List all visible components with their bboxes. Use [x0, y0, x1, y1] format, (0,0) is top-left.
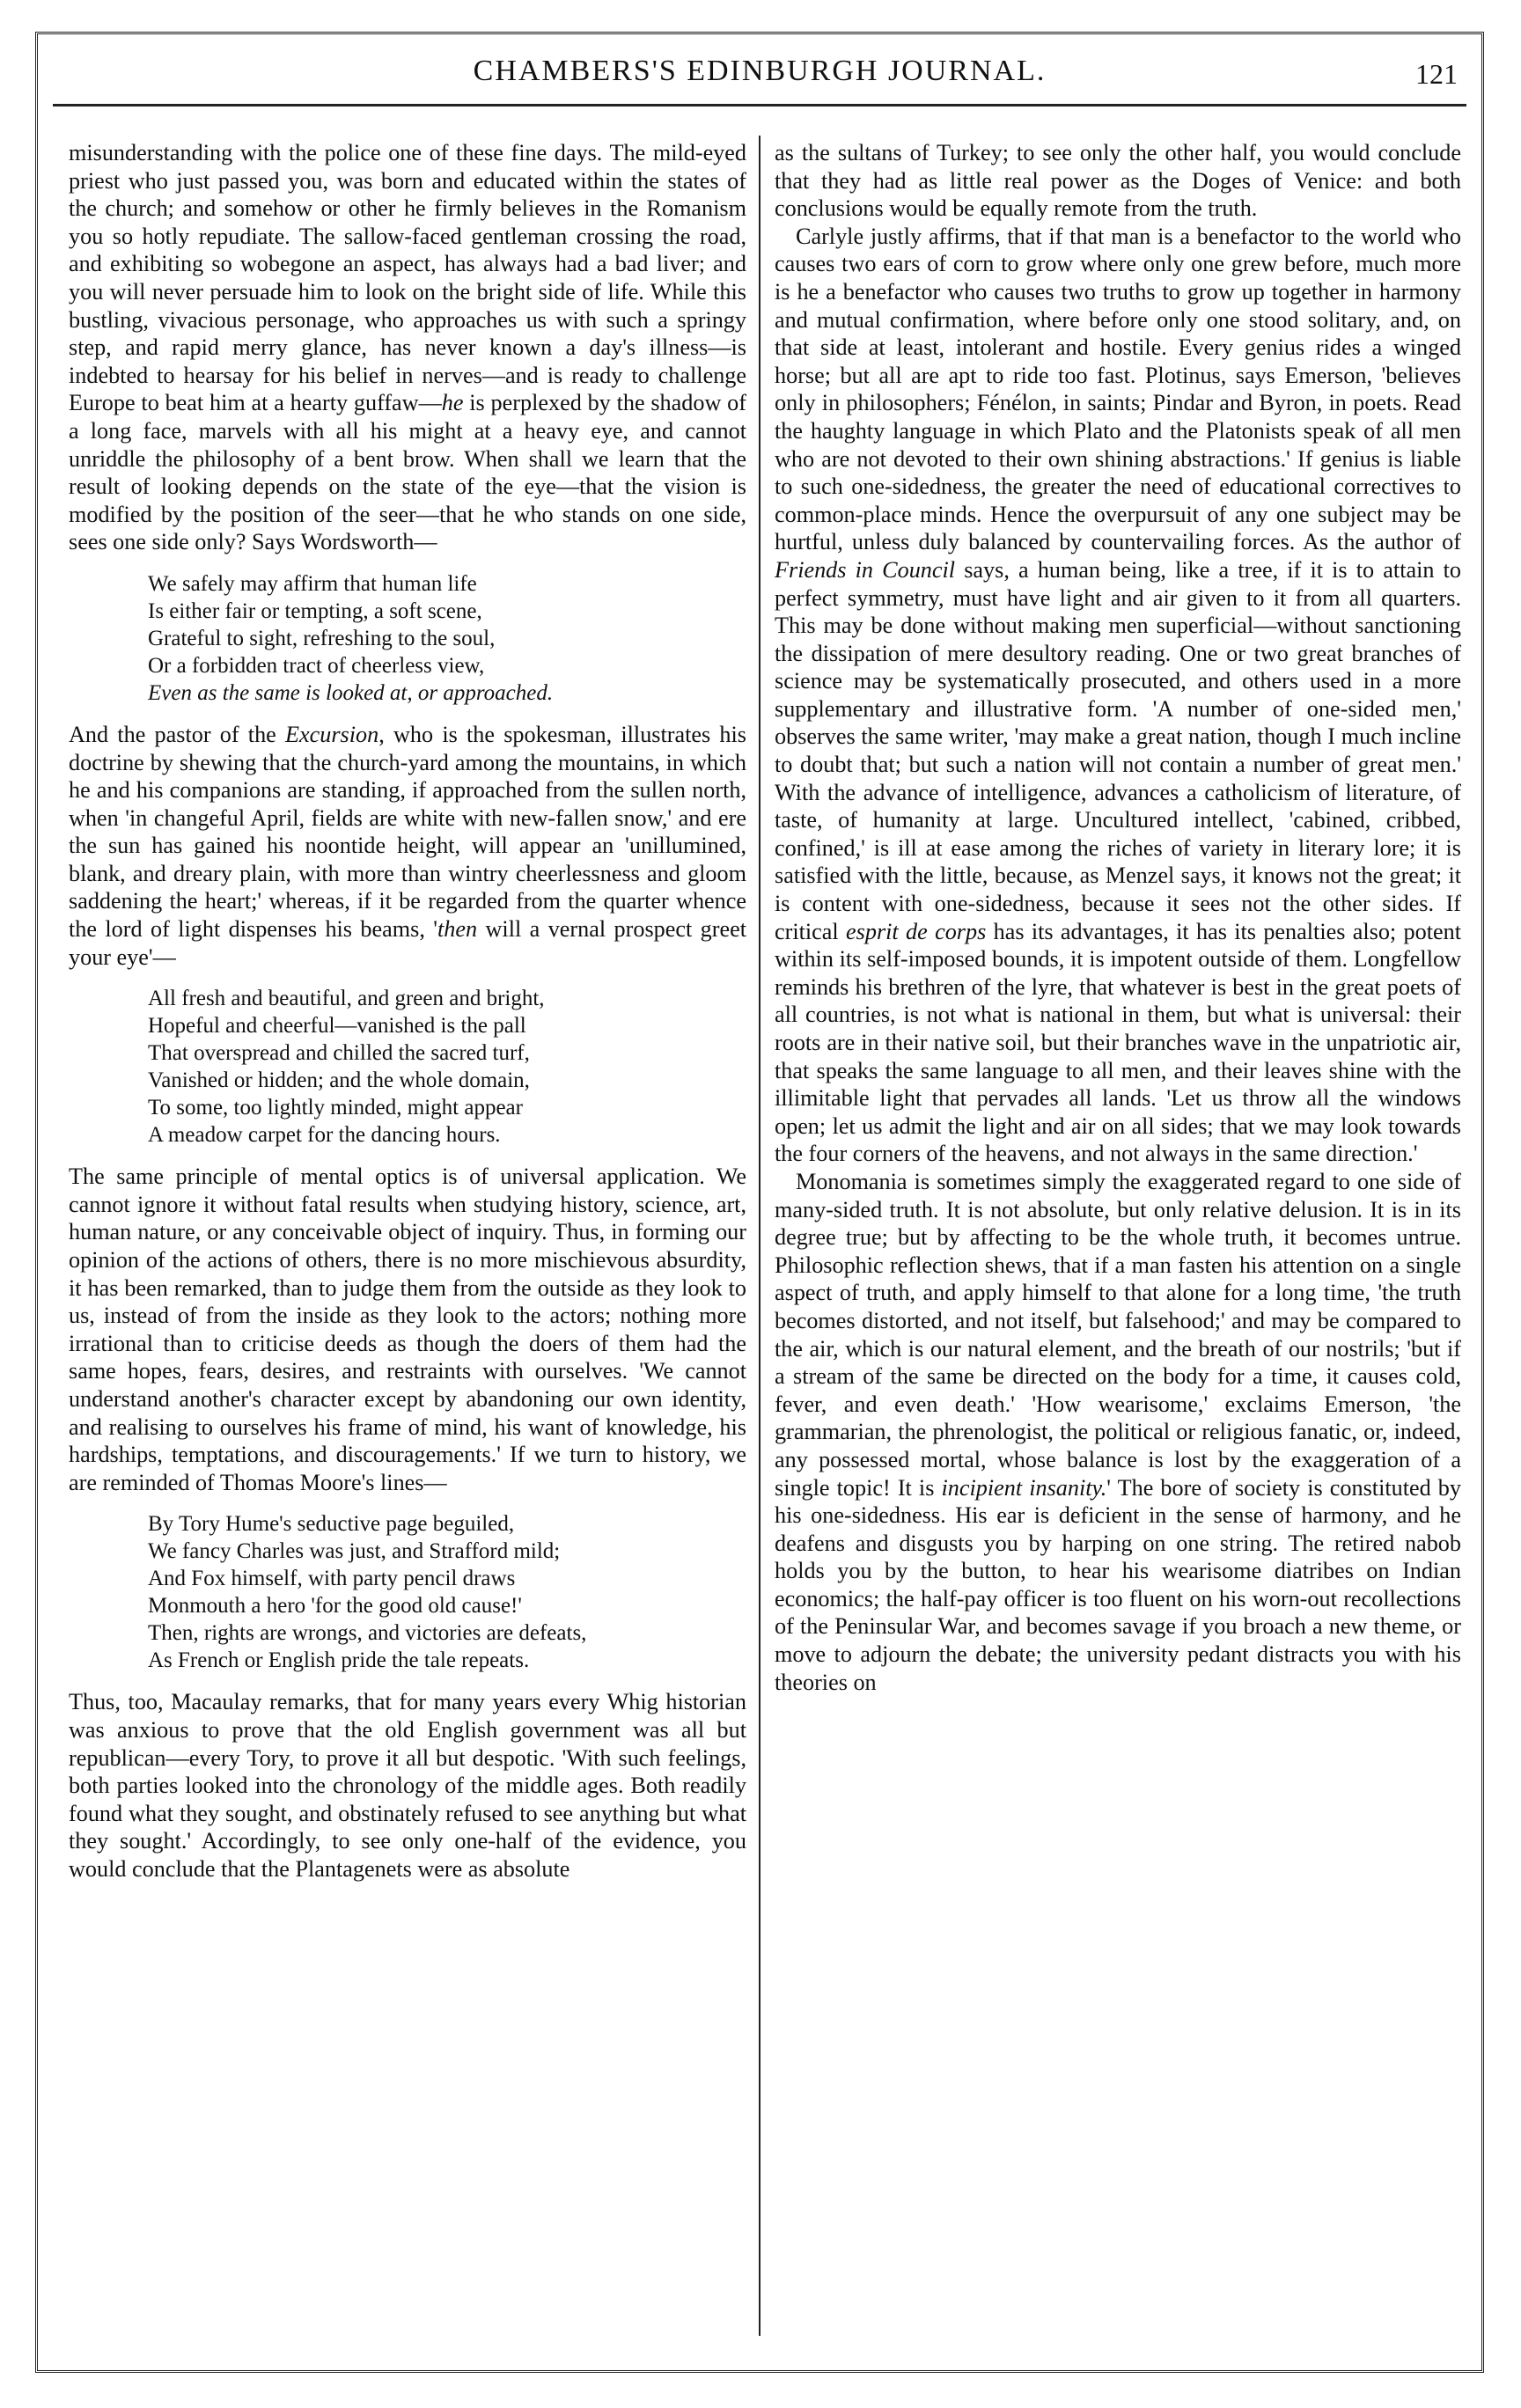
verse-line: To some, too lightly minded, might appear — [148, 1096, 523, 1120]
emphasis: Excursion — [285, 721, 379, 747]
text-run: is perplexed by the shadow of a long face, marvels with all his might at a heavy eye, and cannot unriddle the philosophy of a bent brow. When shall we learn that the result of looking depends on the state of the eye—that the vision is modified by the position of the seer—that he who stands on one side, sees one side only? Says Wordsworth— — [69, 390, 746, 555]
verse-line: A meadow carpet for the dancing hours. — [148, 1123, 501, 1148]
emphasis: incipient insanity. — [941, 1474, 1107, 1501]
verse-line: That overspread and chilled the sacred turf, — [148, 1041, 530, 1066]
verse-line: Is either fair or tempting, a soft scene, — [148, 598, 482, 623]
text-run: And the pastor of the — [69, 721, 286, 747]
verse-line: Hopeful and cheerful—vanished is the pall — [148, 1014, 526, 1039]
verse-quote — [148, 985, 746, 1149]
verse-line: Even as the same is looked at, or approached. — [148, 680, 554, 705]
verse-line: Then, rights are wrongs, and victories are defeats, — [148, 1621, 587, 1646]
journal-title: CHAMBERS'S EDINBURGH JOURNAL. — [473, 55, 1047, 87]
paragraph: as the sultans of Turkey; to see only the other half, you would conclude that they had as little real power as the Doges of Venice: and both conclusions would be equally remote from the truth. — [775, 140, 1461, 222]
paragraph — [775, 1168, 1461, 1696]
text-run: says, a human being, like a tree, if it is to attain to perfect symmetry, must have light and air given to it from all quarters. This may be done without making men superficial—without sanctioning the dissipation of mere desultory reading. One or two great branches of science may be systematically prosecuted, and others used in a more supplementary and illustrative form. 'A number of one-sided men,' observes the same writer, 'may make a great nation, though I much incline to doubt that; but such a nation will not contain a number of great men.' With the advance of intelligence, advances a catholicism of literature, of taste, of humanity at large. Uncultured intellect, 'cabined, cribbed, confined,' is ill at ease among the riches of variety in literary lore; it is satisfied with the little, because, as Menzel says, it knows not the great; it is content with one-sidedness, because it sees not the other sides. If critical — [775, 556, 1461, 944]
paragraph — [775, 223, 1461, 1168]
verse-line: Vanished or hidden; and the whole domain, — [148, 1068, 530, 1093]
verse-line: As French or English pride the tale repeats. — [148, 1648, 530, 1673]
paragraph — [69, 721, 746, 971]
verse-quote — [148, 1510, 746, 1674]
emphasis: Friends in Council — [775, 556, 956, 583]
verse-quote — [148, 570, 746, 707]
verse-line: Monmouth a hero 'for the good old cause!' — [148, 1594, 522, 1619]
paragraph — [69, 139, 746, 556]
text-run: will a vernal prospect greet your eye'— — [69, 916, 746, 970]
column-divider — [759, 136, 760, 2336]
verse-line: Grateful to sight, refreshing to the soul, — [148, 626, 496, 650]
verse-line: And Fox himself, with party pencil draws — [148, 1567, 516, 1591]
paragraph: The same principle of mental optics is of universal application. We cannot ignore it without fatal results when studying history, science, art, human nature, or any conceivable object of inquiry. Thus, in forming our opinion of the actions of others, there is no more mischievous absurdity, it has been remarked, than to judge them from the outside as they look to us, instead of from the inside as they look to the actors; nothing more irrational than to criticise deeds as though the doers of them had the same hopes, fears, desires, and restraints with ourselves. 'We cannot understand another's character except by abandoning our own identity, and realising to ourselves his frame of mind, his want of knowledge, his hardships, temptations, and discouragements.' If we turn to history, we are reminded of Thomas Moore's lines— — [69, 1164, 746, 1495]
text-run: Monomania is sometimes simply the exaggerated regard to one side of many-sided truth. It is not absolute, but only relative delusion. It is in its degree true; but by affecting to be the whole truth, it becomes untrue. Philosophic reflection shews, that if a man fasten his attention on a single aspect of truth, and apply himself to that alone for a long time, 'the truth becomes distorted, and not itself, but falsehood;' and may be compared to the air, which is our natural element, and the breath of our nostrils; 'but if a stream of the same be directed on the body for a time, it causes cold, fever, and even death.' 'How wearisome,' exclaims Emerson, 'the grammarian, the phrenologist, the political or religious fanatic, or, indeed, any possessed mortal, whose balance is lost by the exaggeration of a single topic! It is — [775, 1168, 1461, 1501]
text-run: , who is the spokesman, illustrates his doctrine by shewing that the church-yard among the mountains, in which he and his companions are standing, if approached from the sullen north, when 'in changeful April, fields are white with new-fallen snow,' and ere the sun has gained his noontide height, will appear an 'unillumined, blank, and dreary plain, with more than wintry cheerlessness and gloom saddening the heart;' whereas, if it be regarded from the quarter whence the lord of light dispenses his beams, ' — [69, 721, 746, 943]
verse-line: Or a forbidden tract of cheerless view, — [148, 653, 485, 678]
text-run: Carlyle justly affirms, that if that man is a benefactor to the world who causes two ears of corn to grow where only one grew before, much more is he a benefactor who causes two truths to grow up together in harmony and mutual confirmation, where before only one stood solitary, and, on that side at least, intolerant and hostile. Every genius rides a winged horse; but all are apt to ride too fast. Plotinus, says Emerson, 'believes only in philosophers; Fénélon, in saints; Pindar and Byron, in poets. Read the haughty language in which Plato and the Platonists speak of all men who are not devoted to their own shining abstractions.' If genius is liable to such one-sidedness, the greater the need of educational correctives to common-place minds. Hence the overpursuit of any one subject may be hurtful, unless duly balanced by countervailing forces. As the author of — [775, 223, 1461, 555]
page-number: 121 — [1415, 58, 1458, 90]
page-header — [53, 42, 1466, 106]
text-run: has its advantages, it has its penalties also; potent within its self-imposed bounds, it is impotent outside of them. Longfellow reminds his brethren of the lyre, that whatever is best in the great poets of all countries, is not what is national in them, but what is universal: their roots are in their native soil, but their branches wave in the unpatriotic air, that speaks the same language to all men, and their leaves shine with the illimitable light that pervades all lands. 'Let us throw all the windows open; let us admit the light and air on all sides; that we may look towards the four corners of the heavens, and not always in the same direction.' — [775, 918, 1461, 1167]
text-run: misunderstanding with the police one of these fine days. The mild-eyed priest who just passed you, was born and educated within the states of the church; and somehow or other he firmly believes in the Romanism you so hotly repudiate. The sallow-faced gentleman crossing the road, and exhibiting so wobegone an aspect, has always had a bad liver; and you will never persuade him to look on the bright side of life. While this bustling, vivacious personage, who approaches us with such a springy step, and rapid merry glance, has never known a day's illness—is indebted to hearsay for his belief in nerves—and is ready to challenge Europe to beat him at a hearty guffaw— — [69, 140, 746, 416]
text-run: ' The bore of society is constituted by his one-sidedness. His ear is deficient in the sense of harmony, and he deafens and disgusts you by harping on one string. The retired nabob holds you by the button, to hear his wearisome diatribes on Indian economics; the half-pay officer is too fluent on his worn-out recollections of the Peninsular War, and becomes savage if you broach a new theme, or move to adjourn the debate; the university pedant distracts you with his theories on — [775, 1474, 1461, 1695]
left-column — [69, 139, 746, 2339]
verse-line: We safely may affirm that human life — [148, 571, 477, 596]
emphasis: esprit de corps — [846, 918, 987, 944]
emphasis: he — [441, 390, 464, 416]
verse-line: All fresh and beautiful, and green and bright, — [148, 987, 545, 1011]
verse-line: We fancy Charles was just, and Strafford mild; — [148, 1539, 561, 1564]
paragraph: Thus, too, Macaulay remarks, that for many years every Whig historian was anxious to prove that the old English government was all but republican—every Tory, to prove it all but despotic. 'With such feelings, both parties looked into the chronology of the middle ages. Both readily found what they sought, and obstinately refused to see anything but what they sought.' Accordingly, to see only one-half of the evidence, you would conclude that the Plantagenets were as absolute — [69, 1689, 746, 1882]
right-column — [775, 139, 1461, 2339]
emphasis: then — [437, 916, 478, 943]
verse-line: By Tory Hume's seductive page beguiled, — [148, 1512, 515, 1537]
